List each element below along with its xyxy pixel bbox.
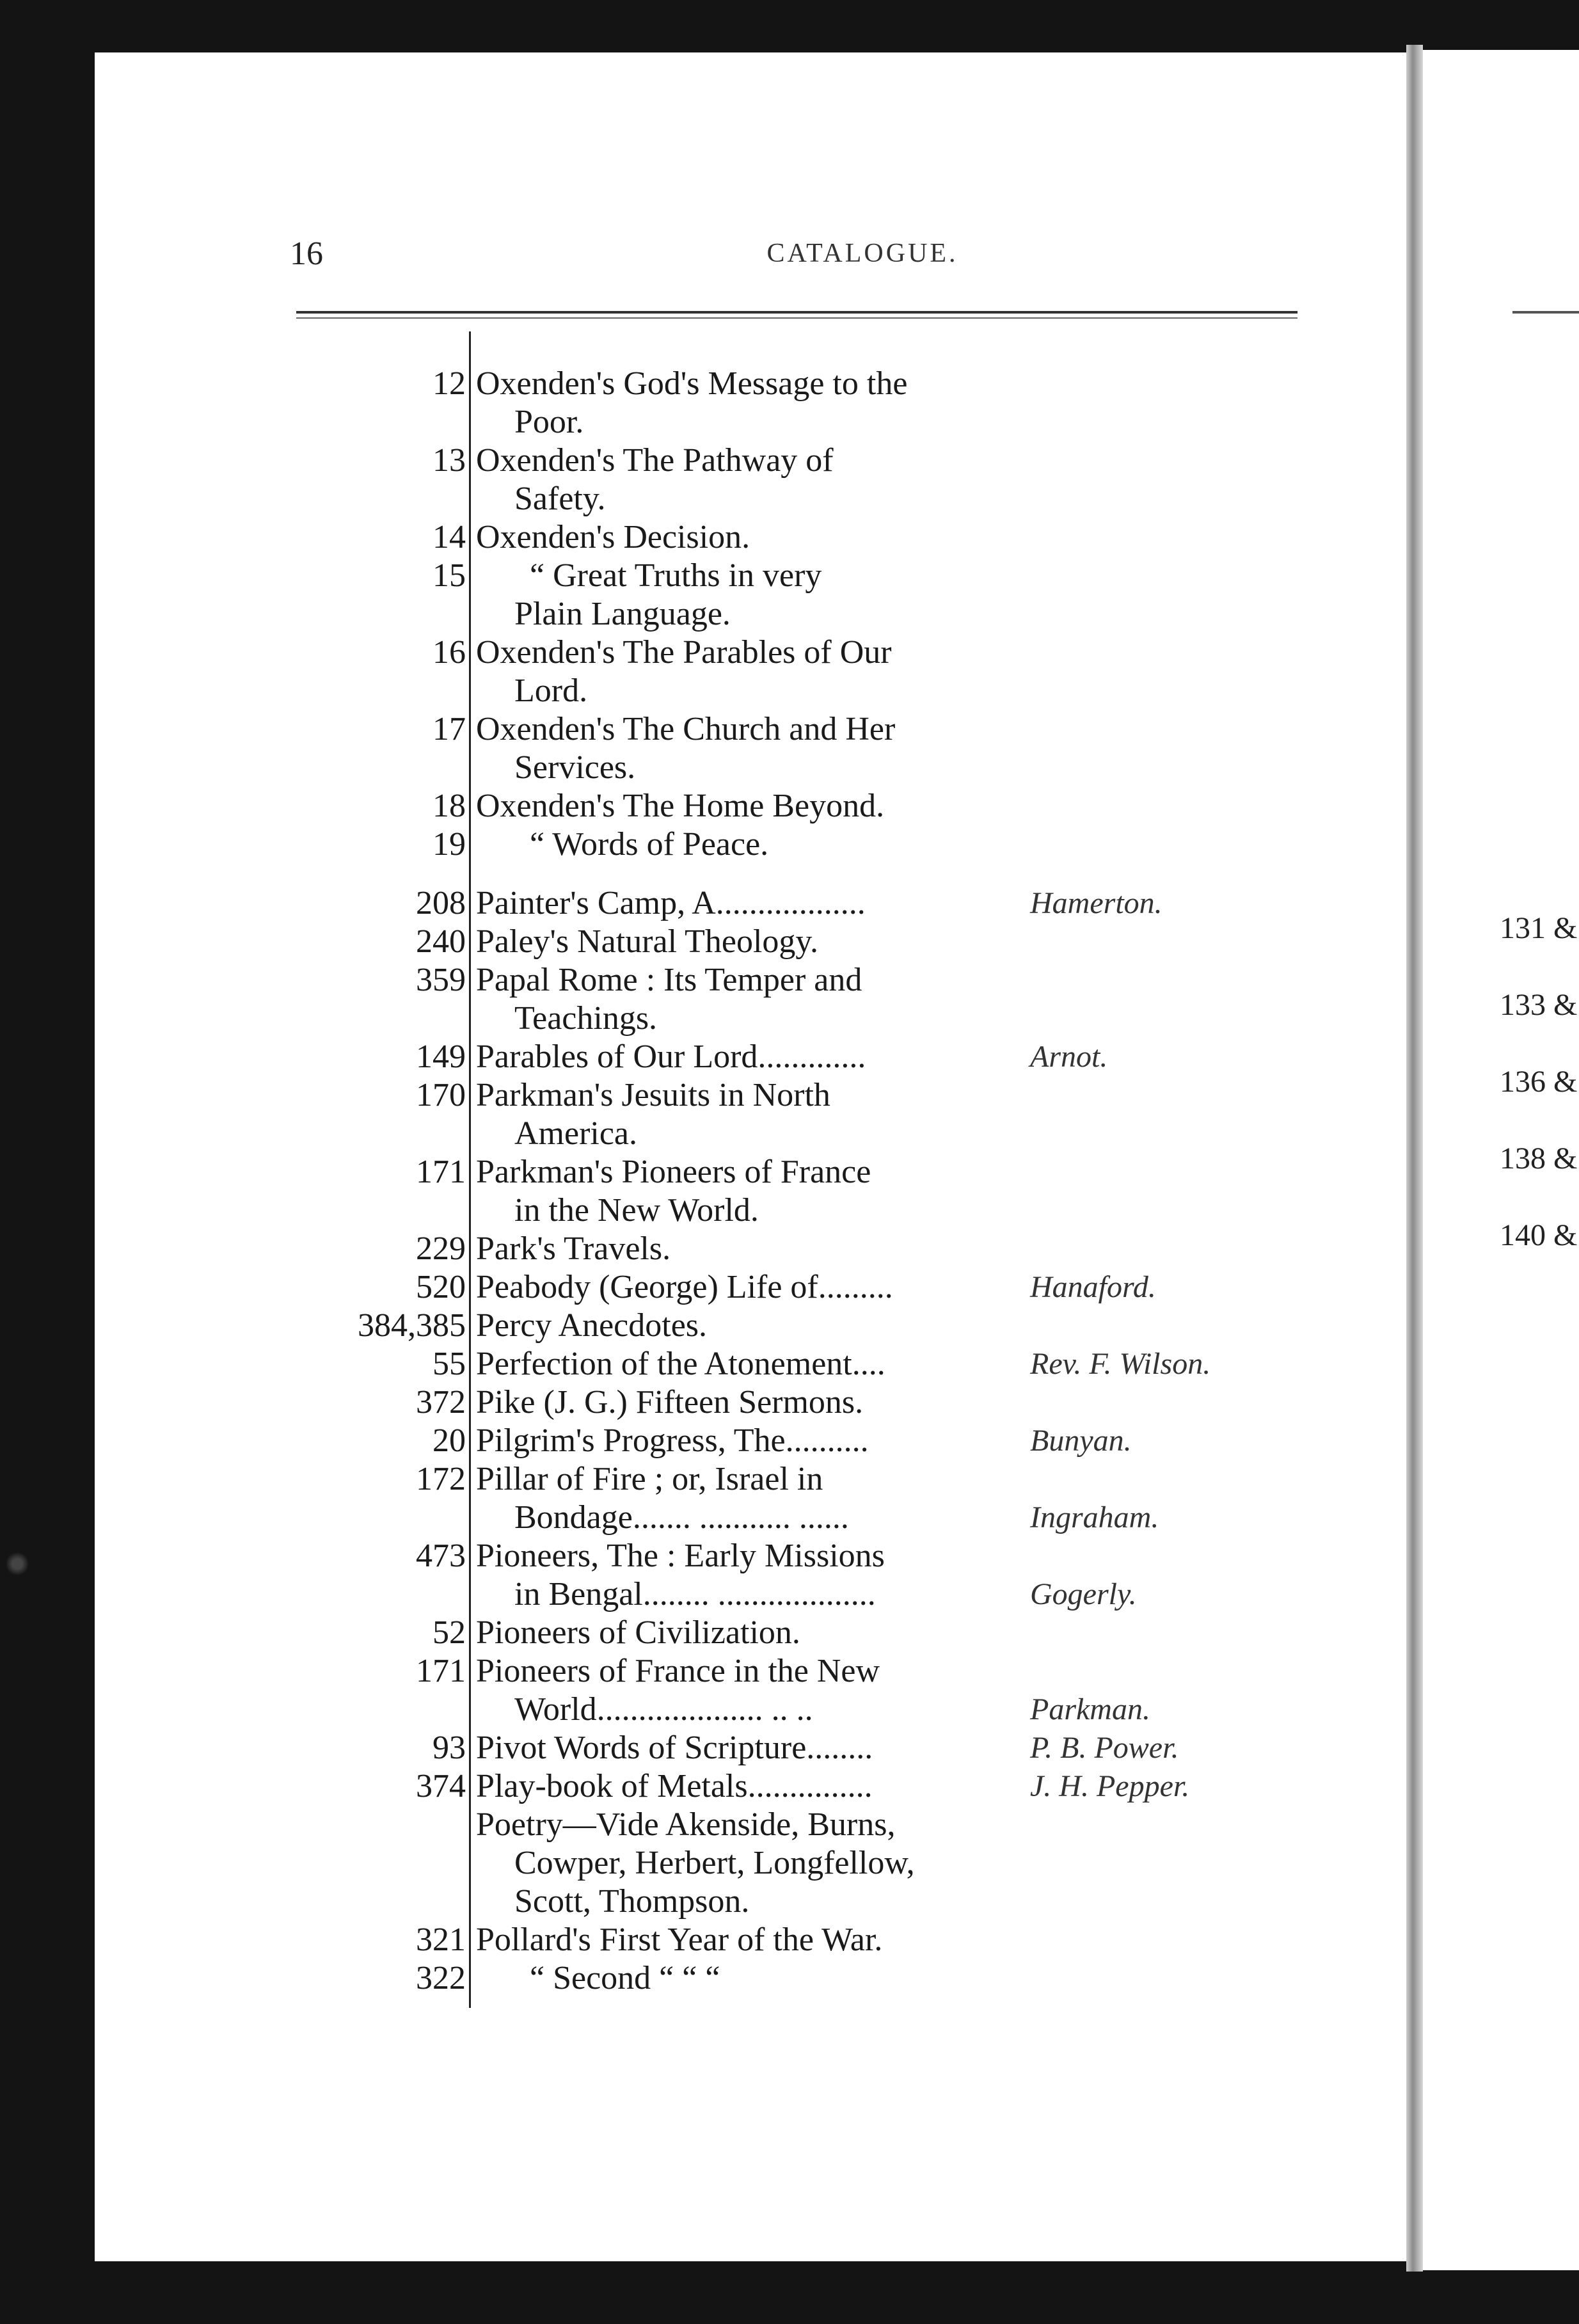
catalogue-entry — [95, 1383, 1406, 1422]
entry-author: Parkman. — [1030, 1692, 1150, 1726]
catalogue-entry — [95, 1268, 1406, 1307]
entry-author: Gogerly. — [1030, 1577, 1137, 1611]
entry-number: 171 — [416, 1154, 466, 1190]
catalogue-entry — [95, 1575, 1406, 1614]
entry-title: Scott, Thompson. — [514, 1883, 750, 1920]
catalogue-entry — [95, 1499, 1406, 1537]
catalogue-entry — [95, 1230, 1406, 1268]
adjacent-page-number: 133 & — [1500, 988, 1578, 1022]
entry-number: 12 — [432, 365, 466, 402]
entry-title: America. — [514, 1115, 638, 1152]
page-number: 16 — [290, 235, 323, 272]
catalogue-entry — [95, 1806, 1406, 1844]
catalogue-entry — [95, 403, 1406, 442]
entry-number: 520 — [416, 1269, 466, 1305]
catalogue-entry — [95, 999, 1406, 1038]
entry-title: Lord. — [514, 673, 588, 709]
entry-title: Pioneers, The : Early Missions — [476, 1538, 885, 1574]
catalogue-entry — [95, 1460, 1406, 1499]
running-head: CATALOGUE. — [766, 239, 958, 268]
entry-number: 372 — [416, 1384, 466, 1421]
adjacent-page-rule — [1512, 311, 1579, 314]
adjacent-page-number: 138 & — [1500, 1142, 1578, 1175]
catalogue-entry — [95, 1422, 1406, 1460]
page-smudge — [6, 1551, 28, 1577]
entry-title: Cowper, Herbert, Longfellow, — [514, 1845, 915, 1881]
entry-number: 13 — [432, 442, 466, 479]
entry-number: 321 — [416, 1922, 466, 1958]
entry-number: 17 — [432, 711, 466, 747]
catalogue-entry — [95, 557, 1406, 595]
catalogue-page — [95, 52, 1406, 2261]
entry-number: 14 — [432, 519, 466, 555]
entry-number: 55 — [432, 1346, 466, 1382]
entry-title: Oxenden's God's Message to the — [476, 365, 908, 402]
entry-number: 93 — [432, 1730, 466, 1766]
catalogue-entry — [95, 787, 1406, 825]
entry-title: Poor. — [514, 404, 584, 440]
entry-author: Rev. F. Wilson. — [1030, 1347, 1211, 1381]
catalogue-entry — [95, 923, 1406, 961]
entry-title: in Bengal........ ................... — [514, 1576, 876, 1612]
catalogue-entry — [95, 1307, 1406, 1345]
catalogue-entry — [95, 365, 1406, 403]
entry-title: Pioneers of France in the New — [476, 1653, 880, 1689]
catalogue-entry — [95, 825, 1406, 864]
catalogue-entry — [95, 1614, 1406, 1652]
catalogue-entry — [95, 710, 1406, 749]
catalogue-entry — [95, 1076, 1406, 1115]
catalogue-entry — [95, 1691, 1406, 1729]
catalogue-entry — [95, 1844, 1406, 1882]
catalogue-entry — [95, 1921, 1406, 1959]
entry-author: P. B. Power. — [1030, 1731, 1179, 1765]
catalogue-entry — [95, 672, 1406, 710]
entry-number: 149 — [416, 1039, 466, 1075]
entry-number: 171 — [416, 1653, 466, 1689]
catalogue-entry — [95, 1767, 1406, 1806]
entry-title: Parables of Our Lord............. — [476, 1039, 866, 1075]
entry-title: Oxenden's The Parables of Our — [476, 634, 892, 671]
entry-title: Oxenden's The Home Beyond. — [476, 788, 885, 824]
entry-number: 359 — [416, 962, 466, 998]
entry-author: J. H. Pepper. — [1030, 1769, 1190, 1803]
entry-title: Peabody (George) Life of......... — [476, 1269, 893, 1305]
entry-number: 52 — [432, 1614, 466, 1651]
entry-title: Play-book of Metals............... — [476, 1768, 873, 1804]
entry-number: 229 — [416, 1230, 466, 1267]
entry-title: Painter's Camp, A.................. — [476, 885, 866, 921]
entry-title: Percy Anecdotes. — [476, 1307, 708, 1344]
entry-title: Oxenden's The Church and Her — [476, 711, 896, 747]
entry-title: Park's Travels. — [476, 1230, 671, 1267]
entry-title: Pillar of Fire ; or, Israel in — [476, 1461, 823, 1497]
catalogue-entry — [95, 1537, 1406, 1575]
adjacent-page — [1423, 50, 1579, 2270]
entry-number: 15 — [432, 557, 466, 594]
adjacent-page-number: 136 & — [1500, 1065, 1578, 1099]
entry-title: Bondage....... ........... ...... — [514, 1499, 849, 1536]
catalogue-entry — [95, 1652, 1406, 1691]
entry-title: “ Great Truths in very — [530, 557, 822, 594]
adjacent-page-number: 131 & — [1500, 911, 1578, 945]
entry-title: Pollard's First Year of the War. — [476, 1922, 883, 1958]
entry-title: Parkman's Jesuits in North — [476, 1077, 830, 1113]
catalogue-entry — [95, 1882, 1406, 1921]
entry-title: “ Words of Peace. — [530, 826, 769, 863]
entry-number: 374 — [416, 1768, 466, 1804]
entry-title: Safety. — [514, 481, 606, 517]
catalogue-entry — [95, 1038, 1406, 1076]
catalogue-entry — [95, 1153, 1406, 1191]
entry-title: “ Second “ “ “ — [530, 1960, 720, 1996]
entry-author: Hamerton. — [1030, 886, 1162, 920]
entry-title: Pike (J. G.) Fifteen Sermons. — [476, 1384, 864, 1421]
catalogue-entry — [95, 442, 1406, 480]
entry-title: Poetry—Vide Akenside, Burns, — [476, 1806, 896, 1843]
catalogue-entry — [95, 961, 1406, 999]
book-spine — [1406, 45, 1423, 2272]
entry-title: Services. — [514, 749, 636, 786]
entry-number: 20 — [432, 1422, 466, 1459]
entry-title: Pilgrim's Progress, The.......... — [476, 1422, 869, 1459]
catalogue-entries — [95, 52, 1406, 2261]
catalogue-entry — [95, 1345, 1406, 1383]
catalogue-entry — [95, 480, 1406, 518]
entry-title: Perfection of the Atonement.... — [476, 1346, 885, 1382]
entry-author: Bunyan. — [1030, 1424, 1132, 1458]
entry-title: Pivot Words of Scripture........ — [476, 1730, 873, 1766]
catalogue-entry — [95, 595, 1406, 633]
entry-number: 322 — [416, 1960, 466, 1996]
entry-number: 19 — [432, 826, 466, 863]
catalogue-entry — [95, 884, 1406, 923]
entry-title: Oxenden's The Pathway of — [476, 442, 834, 479]
entry-title: Parkman's Pioneers of France — [476, 1154, 871, 1190]
entry-title: Plain Language. — [514, 596, 731, 632]
entry-title: Pioneers of Civilization. — [476, 1614, 800, 1651]
entry-title: World.................... .. .. — [514, 1691, 813, 1728]
entry-number: 384,385 — [358, 1307, 466, 1344]
catalogue-entry — [95, 1959, 1406, 1998]
catalogue-entry — [95, 749, 1406, 787]
entry-number: 18 — [432, 788, 466, 824]
catalogue-entry — [95, 1115, 1406, 1153]
catalogue-entry — [95, 518, 1406, 557]
catalogue-entry — [95, 633, 1406, 672]
entry-author: Hanaford. — [1030, 1270, 1156, 1304]
catalogue-entry — [95, 1729, 1406, 1767]
entry-title: Paley's Natural Theology. — [476, 923, 819, 960]
entry-title: Oxenden's Decision. — [476, 519, 750, 555]
entry-title: Teachings. — [514, 1000, 658, 1037]
entry-number: 170 — [416, 1077, 466, 1113]
catalogue-entry — [95, 1191, 1406, 1230]
entry-number: 208 — [416, 885, 466, 921]
entry-number: 473 — [416, 1538, 466, 1574]
entry-number: 172 — [416, 1461, 466, 1497]
entry-author: Ingraham. — [1030, 1500, 1159, 1534]
entry-number: 16 — [432, 634, 466, 671]
adjacent-page-number: 140 & — [1500, 1218, 1578, 1252]
entry-title: Papal Rome : Its Temper and — [476, 962, 862, 998]
entry-author: Arnot. — [1030, 1040, 1108, 1074]
entry-title: in the New World. — [514, 1192, 759, 1229]
entry-number: 240 — [416, 923, 466, 960]
